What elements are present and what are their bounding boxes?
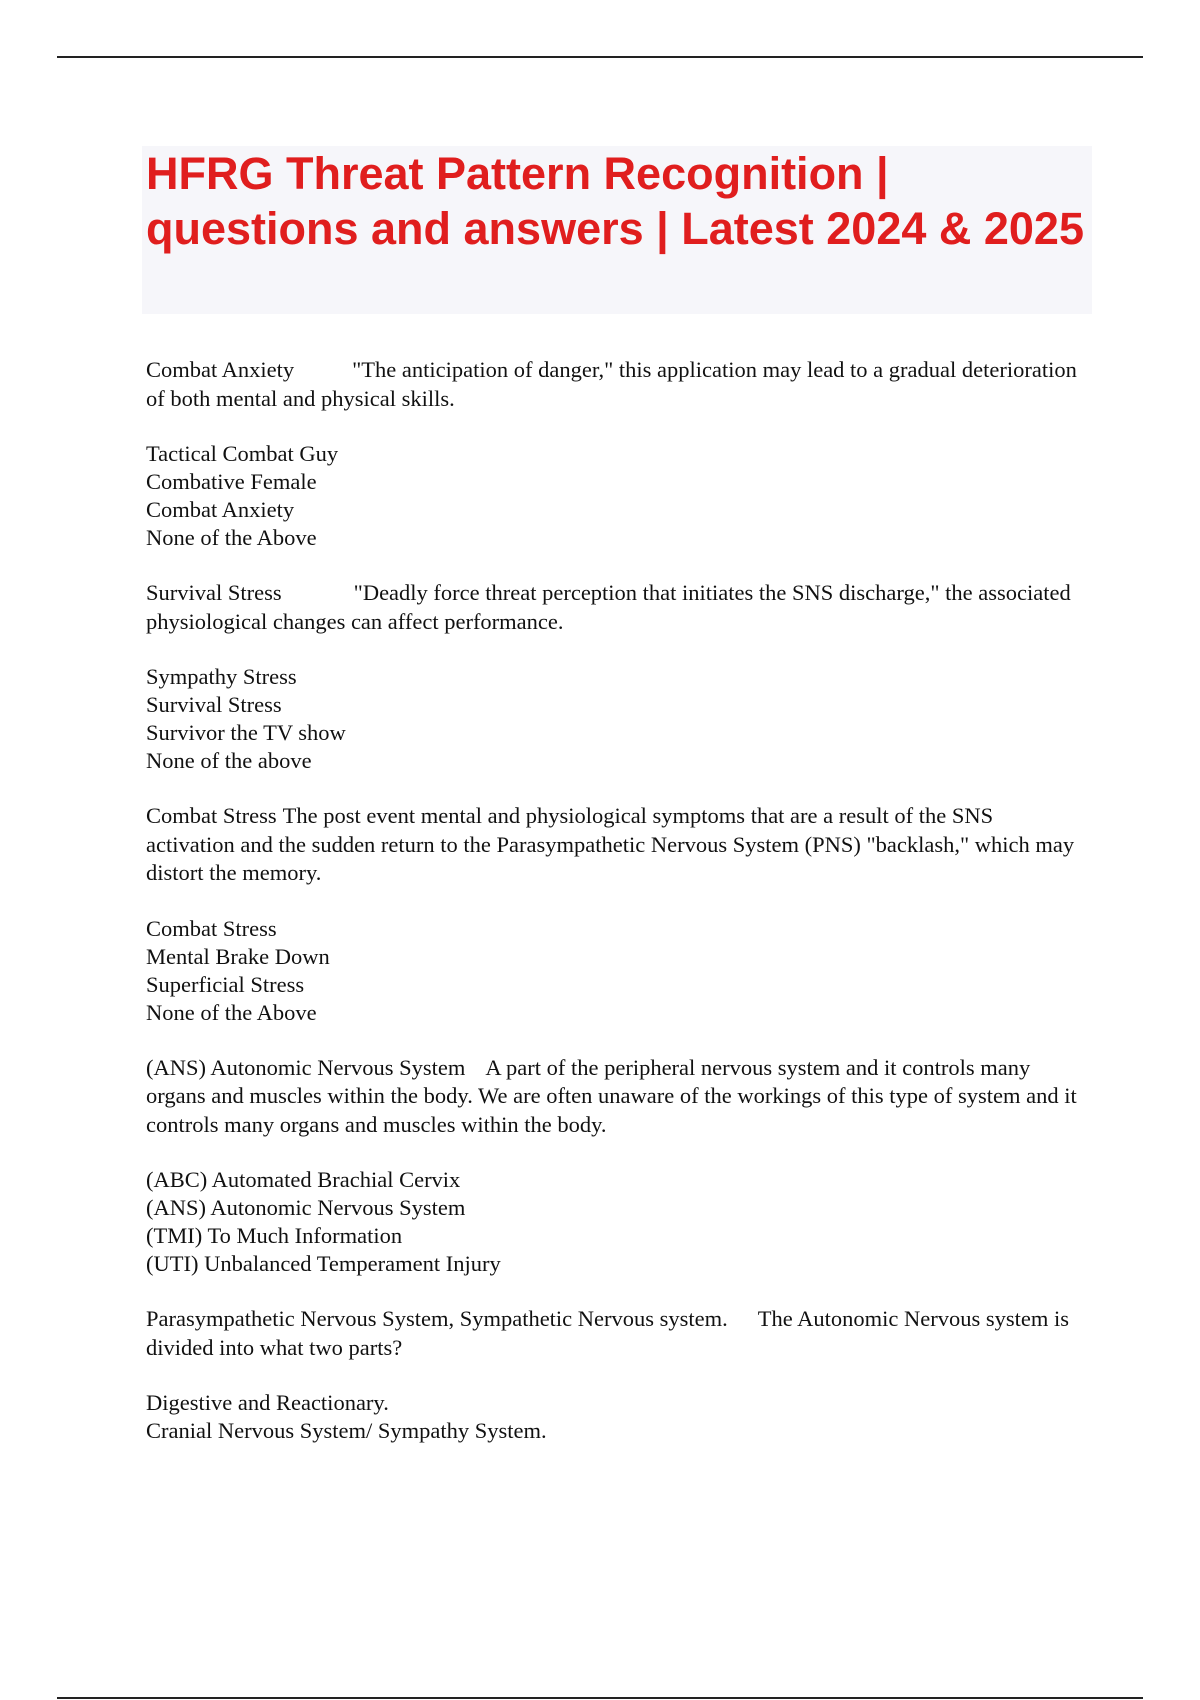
option-list: [146, 1389, 1086, 1445]
option-list: [146, 440, 1086, 552]
qa-definition: "Deadly force threat perception that initiates the SNS discharge," the associated physiological changes can affect performance.: [146, 580, 1071, 634]
top-rule: [57, 56, 1143, 58]
qa-term: Parasympathetic Nervous System, Sympathetic Nervous system.: [146, 1306, 728, 1331]
option-item: (TMI) To Much Information: [146, 1223, 403, 1248]
qa-content: [146, 356, 1086, 1472]
option-item: Survivor the TV show: [146, 720, 346, 745]
option-item: Combat Anxiety: [146, 497, 295, 522]
qa-term: Combat Stress: [146, 803, 277, 828]
option-item: Survival Stress: [146, 692, 282, 717]
qa-definition: "The anticipation of danger," this application may lead to a gradual deterioration of both mental and physical skills.: [146, 357, 1077, 411]
qa-definition: A part of the peripheral nervous system and it controls many organs and muscles within the body. We are often unaware of the workings of this type of system and it controls many organs and muscles within the body.: [146, 1054, 1077, 1137]
option-item: Sympathy Stress: [146, 664, 297, 689]
option-item: Digestive and Reactionary.: [146, 1390, 389, 1415]
qa-item: [146, 802, 1086, 888]
option-item: (UTI) Unbalanced Temperament Injury: [146, 1251, 501, 1276]
bottom-rule: [57, 1697, 1143, 1699]
option-item: (ABC) Automated Brachial Cervix: [146, 1167, 461, 1192]
document-title: HFRG Threat Pattern Recognition | questions and answers | Latest 2024 & 2025: [146, 148, 1084, 254]
qa-item: [146, 1305, 1086, 1362]
option-item: Cranial Nervous System/ Sympathy System.: [146, 1418, 547, 1443]
option-item: Superficial Stress: [146, 971, 305, 997]
qa-definition: The post event mental and physiological symptoms that are a result of the SNS activation and the sudden return to the Parasympathetic Nervous System (PNS) "backlash," which may distort the memory.: [146, 803, 1075, 885]
qa-item: [146, 579, 1086, 636]
qa-definition: The Autonomic Nervous system is divided into what two parts?: [146, 1306, 1070, 1360]
option-item: Tactical Combat Guy: [146, 441, 339, 466]
qa-term: Survival Stress: [146, 580, 282, 605]
option-item: (ANS) Autonomic Nervous System: [146, 1195, 466, 1220]
qa-term: Combat Anxiety: [146, 357, 295, 382]
qa-term: (ANS) Autonomic Nervous System: [146, 1054, 466, 1080]
option-list: [146, 1166, 1086, 1278]
option-item: Mental Brake Down: [146, 943, 330, 969]
option-item: Combat Stress: [146, 915, 277, 941]
option-item: Combative Female: [146, 469, 317, 494]
option-item: None of the Above: [146, 999, 317, 1025]
option-list: [146, 663, 1086, 775]
option-item: None of the Above: [146, 525, 317, 550]
qa-item: [146, 356, 1086, 413]
option-list: [146, 915, 1086, 1027]
option-item: None of the above: [146, 748, 312, 773]
title-banner: [142, 146, 1092, 314]
qa-item: [146, 1054, 1086, 1140]
